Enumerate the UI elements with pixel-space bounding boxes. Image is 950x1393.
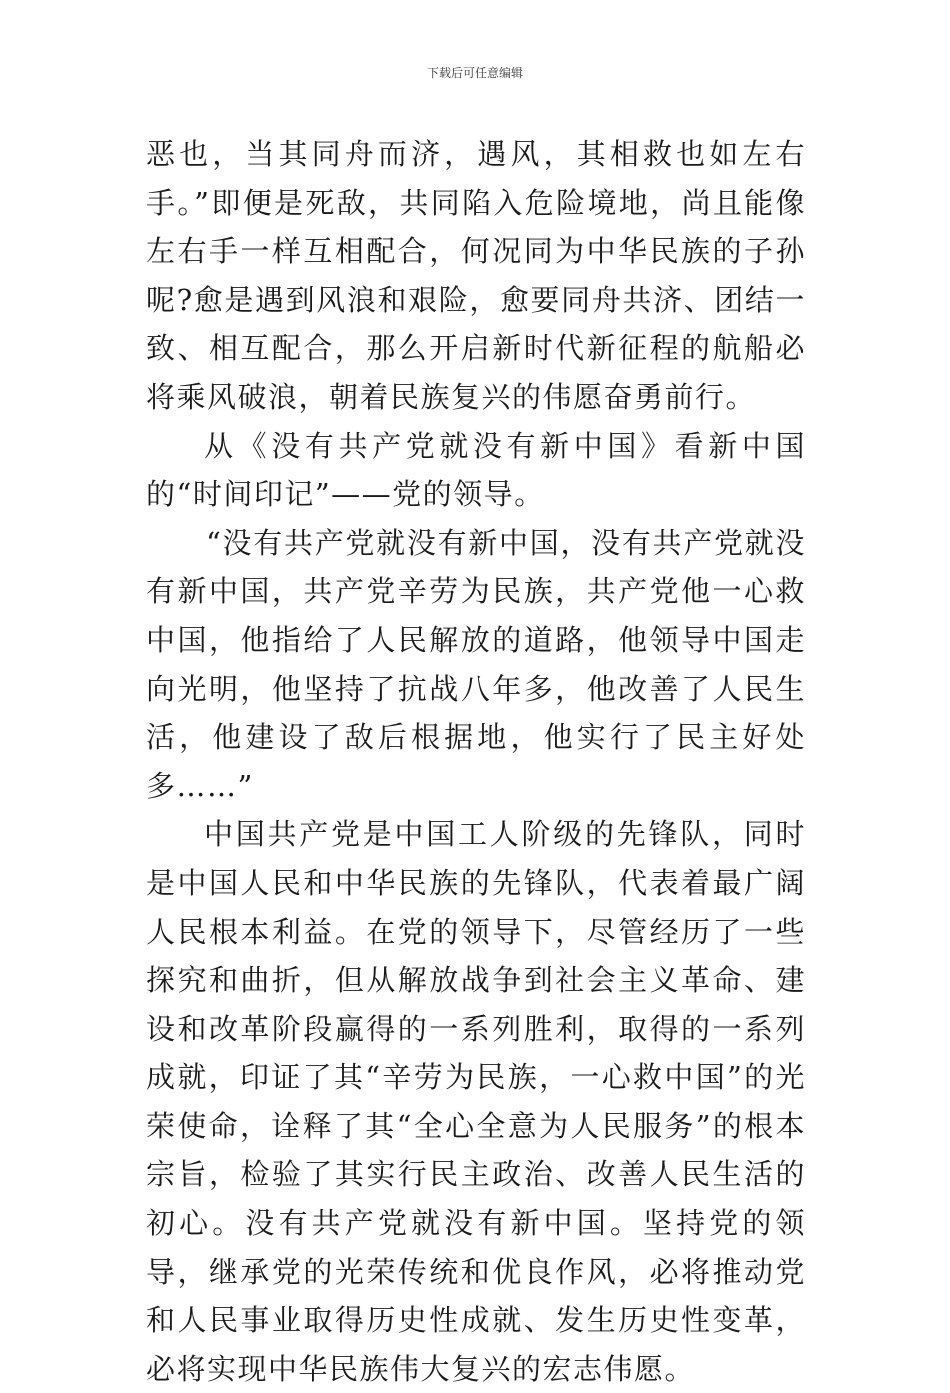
- paragraph-section-heading: 从《没有共产党就没有新中国》看新中国的“时间印记”——党的领导。: [146, 428, 806, 512]
- paragraph-song-quote: “没有共产党就没有新中国，没有共产党就没有新中国，共产党辛劳为民族，共产党他一心救中国，他指给了人民解放的道路，他领导中国走向光明，他坚持了抗战八年多，他改善了人民生活，他建设了敌后根据地，他实行了民主好处多……”: [146, 525, 806, 803]
- paragraph-continuation: 恶也，当其同舟而济，遇风，其相救也如左右手。”即便是死敌，共同陷入危险境地，尚且能像左右手一样互相配合，何况同为中华民族的子孙呢?愈是遇到风浪和艰险，愈要同舟共济、团结一致、相互配合，那么开启新时代新征程的航船必将乘风破浪，朝着民族复兴的伟愿奋勇前行。: [146, 137, 806, 414]
- page-header-note: 下载后可任意编辑: [426, 66, 523, 80]
- paragraph-party-leadership: 中国共产党是中国工人阶级的先锋队，同时是中国人民和中华民族的先锋队，代表着最广阔人民根本利益。在党的领导下，尽管经历了一些探究和曲折，但从解放战争到社会主义革命、建设和改革阶段赢得的一系列胜利，取得的一系列成就，印证了其“辛劳为民族，一心救中国”的光荣使命，诠释了其“全心全意为人民服务”的根本宗旨，检验了其实行民主政治、改善人民生活的初心。没有共产党就没有新中国。坚持党的领导，继承党的光荣传统和优良作风，必将推动党和人民事业取得历史性成就、发生历史性变革，必将实现中华民族伟大复兴的宏志伟愿。: [146, 817, 806, 1386]
- document-body: [146, 130, 806, 1393]
